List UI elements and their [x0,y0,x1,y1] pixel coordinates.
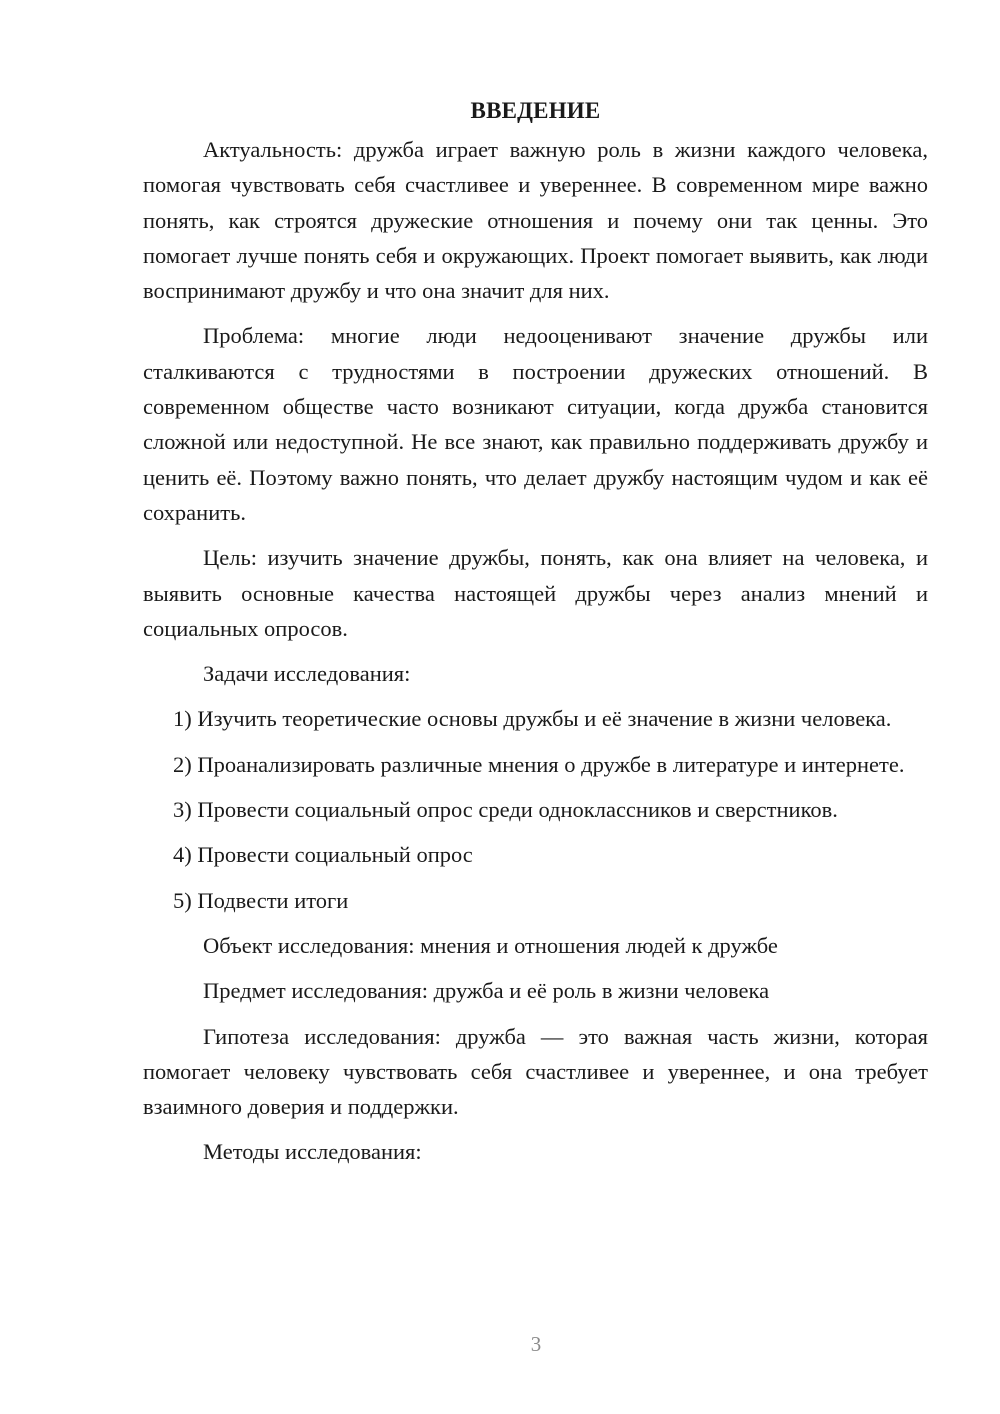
paragraph-problem: Проблема: многие люди недооценивают значение дружбы или сталкиваются с трудностями в построении дружеских отношений. В современном обществе часто возникают ситуации, когда дружба становится сложной или недоступной. Не все знают, как правильно поддерживать дружбу и ценить её. Поэтому важно понять, что делает дружбу настоящим чудом и как её сохранить. [143,323,928,525]
tasks-heading: Задачи исследования: [203,661,411,687]
paragraph-goal: Цель: изучить значение дружбы, понять, как она влияет на человека, и выявить основные качества настоящей дружбы через анализ мнений и социальных опросов. [143,545,928,641]
task-item-2: 2) Проанализировать различные мнения о дружбе в литературе и интернете. [173,751,905,777]
document-page [143,96,928,1180]
task-item-3: 3) Провести социальный опрос среди одноклассников и сверстников. [173,797,838,823]
page-number: 3 [530,1332,542,1356]
paragraph-methods: Методы исследования: [203,1139,422,1165]
paragraph-object: Объект исследования: мнения и отношения людей к дружбе [203,932,778,958]
paragraph-subject: Предмет исследования: дружба и её роль в жизни человека [203,978,770,1004]
task-item-4: 4) Провести социальный опрос [173,842,473,868]
paragraph-relevance: Актуальность: дружба играет важную роль в жизни каждого человека, помогая чувствовать себя счастливее и увереннее. В современном мире важно понять, как строятся дружеские отношения и почему они так ценны. Это помогает лучше понять себя и окружающих. Проект помогает выявить, как люди воспринимают дружбу и что она значит для них. [143,137,928,304]
task-item-1: 1) Изучить теоретические основы дружбы и её значение в жизни человека. [173,706,892,732]
paragraph-hypothesis: Гипотеза исследования: дружба — это важная часть жизни, которая помогает человеку чувствовать себя счастливее и увереннее, и она требует взаимного доверия и поддержки. [143,1023,928,1120]
task-item-5: 5) Подвести итоги [173,887,349,913]
document-title: ВВЕДЕНИЕ [470,98,601,123]
